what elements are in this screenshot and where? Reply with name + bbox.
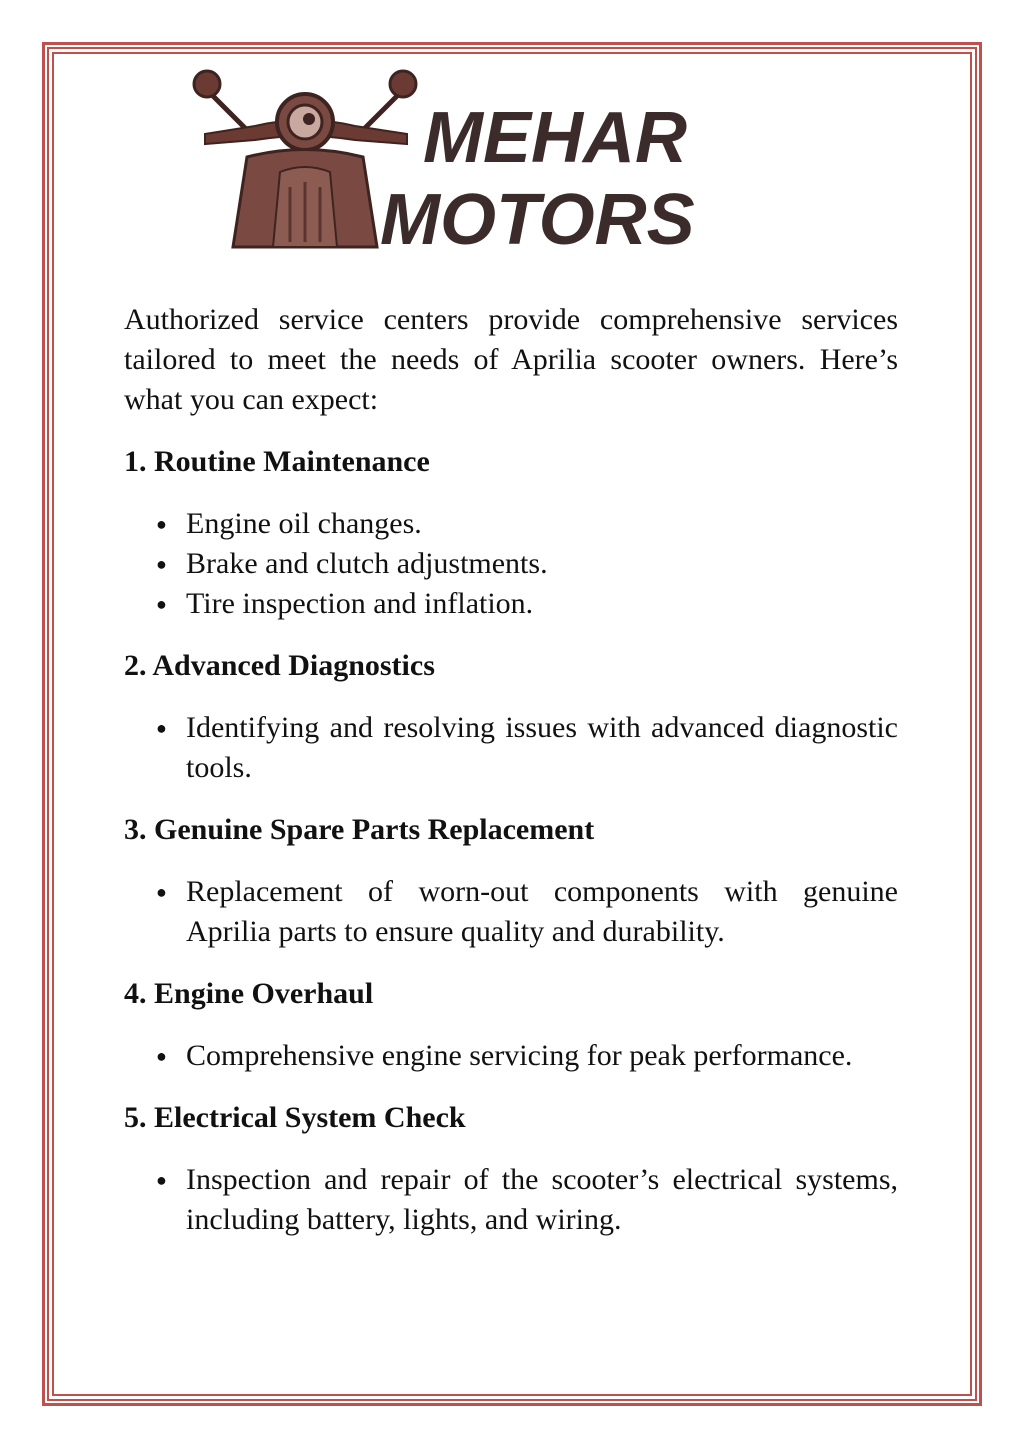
section (124, 810, 898, 952)
section-heading: 5. Electrical System Check (124, 1101, 466, 1134)
bullet-icon: ● (156, 594, 167, 614)
bullet-list (124, 1160, 898, 1240)
bullet-list (124, 1036, 898, 1076)
bullet-list (124, 708, 898, 788)
list-item (124, 1036, 898, 1076)
list-item-text: Tire inspection and inflation. (186, 587, 534, 620)
bullet-icon: ● (156, 514, 167, 534)
section-heading: 4. Engine Overhaul (124, 977, 374, 1010)
section (124, 1098, 898, 1240)
bullet-icon: ● (156, 1170, 167, 1190)
list-item (124, 544, 898, 584)
section (124, 442, 898, 624)
brand-line-1: MEHAR (423, 98, 687, 178)
list-item-text: Inspection and repair of the scooter’s electrical systems, including battery, lights, and wiring. (186, 1163, 898, 1236)
section-heading: 2. Advanced Diagnostics (124, 649, 435, 682)
list-item (124, 584, 898, 624)
bullet-list (124, 504, 898, 624)
list-item-text: Brake and clutch adjustments. (186, 547, 548, 580)
bullet-list (124, 872, 898, 952)
bullet-icon: ● (156, 1046, 167, 1066)
section (124, 974, 898, 1076)
list-item (124, 708, 898, 788)
list-item-text: Engine oil changes. (186, 507, 422, 540)
list-item-text: Replacement of worn-out components with genuine Aprilia parts to ensure quality and durability. (186, 875, 898, 948)
bullet-icon: ● (156, 554, 167, 574)
brand-logo (185, 62, 705, 257)
list-item (124, 504, 898, 544)
list-item (124, 1160, 898, 1240)
bullet-icon: ● (156, 718, 167, 738)
intro-paragraph: Authorized service centers provide comprehensive services tailored to meet the needs of Aprilia scooter owners. Here’s what you can expect: (124, 303, 898, 416)
section (124, 646, 898, 788)
brand-line-2: MOTORS (380, 180, 695, 257)
main-content (124, 300, 898, 1262)
section-heading: 3. Genuine Spare Parts Replacement (124, 813, 595, 846)
scooter-icon (185, 62, 705, 257)
list-item (124, 872, 898, 952)
list-item-text: Comprehensive engine servicing for peak performance. (186, 1039, 853, 1072)
list-item-text: Identifying and resolving issues with advanced diagnostic tools. (186, 711, 898, 784)
section-heading: 1. Routine Maintenance (124, 445, 430, 478)
bullet-icon: ● (156, 882, 167, 902)
